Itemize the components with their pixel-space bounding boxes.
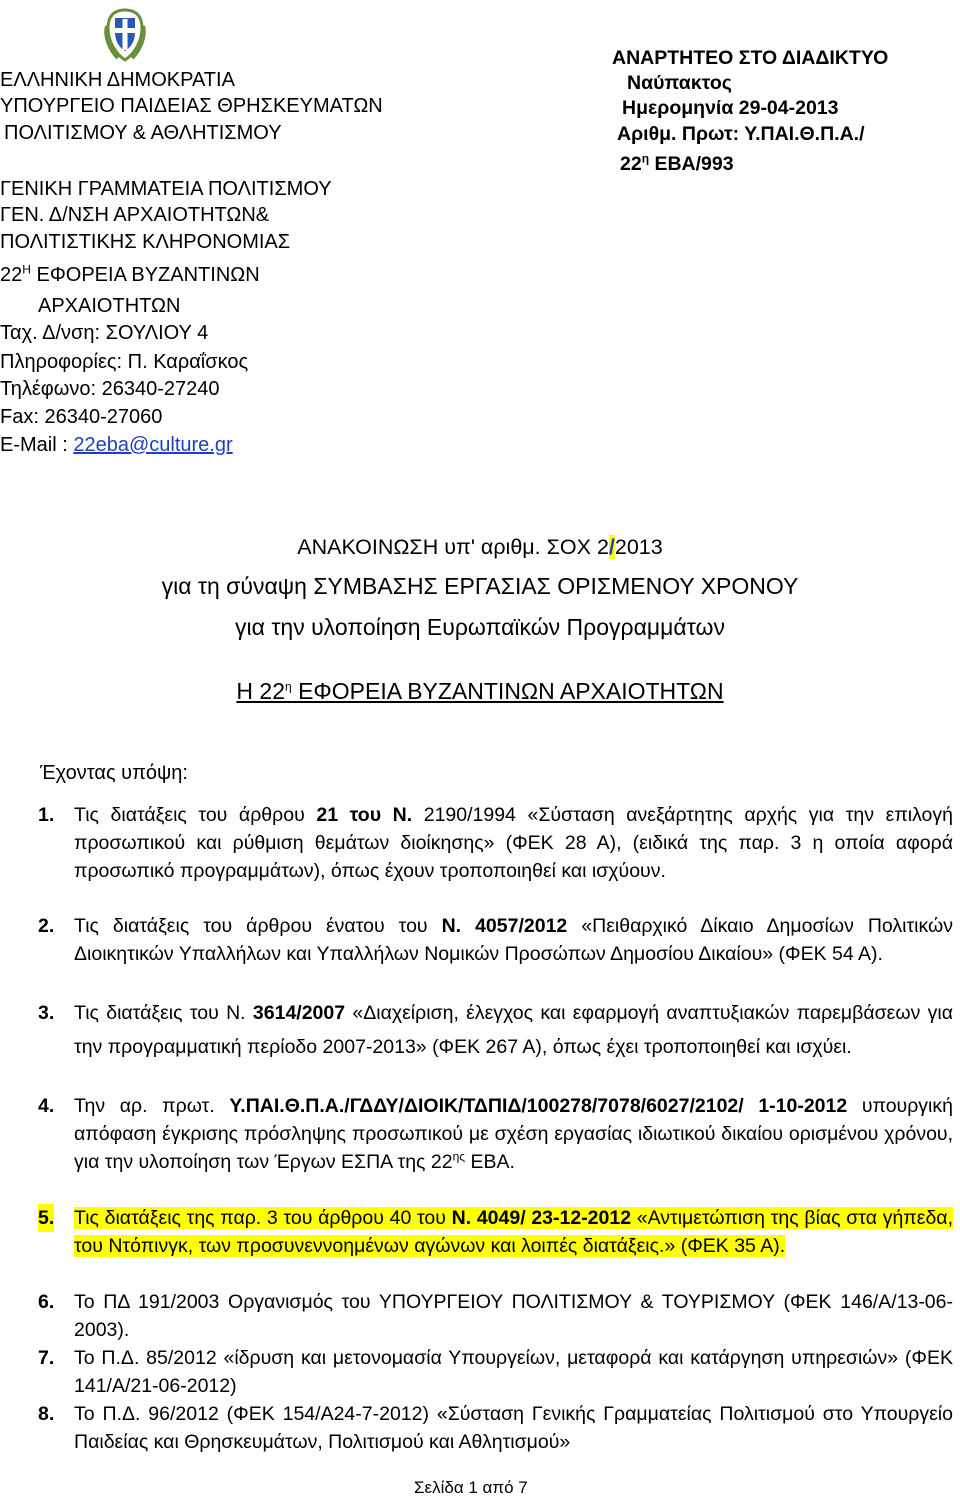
item-number: 6. — [38, 1291, 55, 1313]
item-text: υπουργική απόφαση έγκρισης πρόσληψης προσωπικού με σχέση εργασίας ιδιωτικού δικαίου ορισμένου χρόνου, για την υλοποίηση των Έργων ΕΣΠΑ της 22 — [74, 1095, 953, 1173]
address-line: Ταχ. Δ/νση: ΣΟΥΛΙΟΥ 4 — [0, 322, 209, 344]
title-year: 2013 — [614, 535, 663, 559]
item-text: Την αρ. πρωτ. — [74, 1095, 230, 1117]
page-footer: Σελίδα 1 από 7 — [414, 1478, 528, 1497]
list-item — [38, 1400, 953, 1456]
authority-superscript: η — [285, 679, 292, 694]
item-text: «Αντιμετώπιση της βίας στα γήπεδα, του Ντόπινγκ, των προσυνεννοημένων αγώνων και λοιπές διατάξεις.» (ΦΕΚ 35 Α). — [74, 1207, 953, 1257]
ephorate-number: 22 — [0, 264, 23, 286]
item-number: 3. — [38, 1002, 55, 1024]
phone-line: Τηλέφωνο: 26340-27240 — [0, 378, 220, 400]
legal-basis-list — [38, 801, 953, 1456]
announcement-subtitle: για τη σύναψη ΣΥΜΒΑΣΗΣ ΕΡΓΑΣΙΑΣ ΟΡΙΣΜΕΝΟΥ ΧΡΟΝΟΥ — [161, 573, 799, 599]
ref-rest: ΕΒΑ/993 — [654, 153, 734, 175]
item-text: ΕΒΑ. — [465, 1151, 515, 1173]
list-item — [38, 912, 953, 996]
title-slash-highlight: / — [608, 535, 615, 559]
item-bold: 3614/2007 — [252, 1002, 346, 1024]
item-number: 4. — [38, 1095, 55, 1117]
item-number: 1. — [38, 804, 55, 826]
ref-number: 22 — [620, 153, 642, 175]
fax-line: Fax: 26340-27060 — [0, 406, 163, 428]
list-item — [38, 1344, 953, 1400]
protocol-number: Αριθμ. Πρωτ: Υ.ΠΑΙ.Θ.Π.Α./ — [617, 123, 865, 145]
item-number: 8. — [38, 1403, 55, 1425]
title-main: ΑΝΑΚΟΙΝΩΣΗ υπ' αριθμ. ΣΟΧ 2 — [297, 535, 609, 559]
authority-prefix: Η 22 — [236, 678, 285, 704]
considering-heading: Έχοντας υπόψη: — [40, 762, 188, 784]
item-text: 2190/1994 «Σύσταση ανεξάρτητης αρχής για την επιλογή προσωπικού και ρύθμιση θεμάτων διοίκησης» (ΦΕΚ 28 Α), (ειδικά της παρ. 3 η οποία αφορά προσωπικό προγραμμάτων), όπως έχουν τροποποιηθεί και ισχύουν. — [74, 804, 953, 882]
ephorate-name: ΕΦΟΡΕΙΑ ΒΥΖΑΝΤΙΝΩΝ — [36, 264, 260, 286]
coat-of-arms-emblem — [100, 6, 150, 64]
item-text: «Διαχείριση, έλεγχος και εφαρμογή αναπτυξιακών παρεμβάσεων για την προγραμματική περίοδο 2007-2013» (ΦΕΚ 267 Α), όπως έχει τροποποιηθεί και ισχύει. — [74, 1002, 954, 1058]
issuer-line: ΠΟΛΙΤΙΣΜΟΥ & ΑΘΛΗΤΙΣΜΟΥ — [4, 122, 282, 144]
item-text: Τις διατάξεις του Ν. — [74, 1002, 253, 1024]
email-label: E-Mail : — [0, 434, 68, 456]
item-superscript: ης — [452, 1149, 466, 1164]
issuer-line: ΓΕΝ. Δ/ΝΣΗ ΑΡΧΑΙΟΤΗΤΩΝ& — [0, 204, 270, 226]
issuer-line: ΓΕΝΙΚΗ ΓΡΑΜΜΑΤΕΙΑ ΠΟΛΙΤΙΣΜΟΥ — [0, 178, 332, 200]
location: Ναύπακτος — [627, 72, 732, 94]
item-text: Τις διατάξεις του άρθρου — [74, 804, 317, 826]
posting-note: ΑΝΑΡΤΗΤΕΟ ΣΤΟ ΔΙΑΔΙΚΤΥΟ — [612, 47, 889, 69]
item-bold: Ν. 4057/2012 — [441, 915, 568, 937]
announcement-subtitle-2: για την υλοποίηση Ευρωπαϊκών Προγραμμάτων — [235, 614, 725, 640]
protocol-number-suffix — [620, 151, 734, 177]
highlighted-text — [74, 1207, 953, 1257]
email-line — [0, 432, 233, 459]
issuer-line — [0, 262, 260, 289]
issuer-line: ΠΟΛΙΤΙΣΤΙΚΗΣ ΚΛΗΡΟΝΟΜΙΑΣ — [0, 231, 291, 253]
item-number: 7. — [38, 1347, 55, 1369]
authority-name: ΕΦΟΡΕΙΑ ΒΥΖΑΝΤΙΝΩΝ ΑΡΧΑΙΟΤΗΤΩΝ — [298, 678, 724, 704]
item-text: Τις διατάξεις του άρθρου ένατου του — [74, 915, 442, 937]
item-text: Το Π.Δ. 85/2012 «ίδρυση και μετονομασία Υπουργείων, μεταφορά και κατάργηση υπηρεσιών» (ΦΕΚ 141/Α/21-06-2012) — [74, 1347, 953, 1397]
item-bold: Ν. 4049/ 23-12-2012 — [451, 1207, 632, 1229]
email-link[interactable]: 22eba@culture.gr — [73, 434, 233, 456]
announcement-title — [0, 535, 960, 560]
ephorate-superscript: Η — [22, 262, 31, 277]
item-text: Το ΠΔ 191/2003 Οργανισμός του ΥΠΟΥΡΓΕΙΟΥ ΠΟΛΙΤΙΣΜΟΥ & ΤΟΥΡΙΣΜΟΥ (ΦΕΚ 146/Α/13-06-2003). — [74, 1291, 953, 1341]
item-text: Τις διατάξεις της παρ. 3 του άρθρου 40 του — [74, 1207, 452, 1229]
item-number: 5. — [38, 1204, 54, 1232]
item-bold: Υ.ΠΑΙ.Θ.Π.Α./ΓΔΔΥ/ΔΙΟΙΚ/ΤΔΠΙΔ/100278/7078/6027/2102/ 1-10-2012 — [229, 1095, 848, 1117]
list-item — [38, 1092, 953, 1204]
item-text: Το Π.Δ. 96/2012 (ΦΕΚ 154/Α24-7-2012) «Σύσταση Γενικής Γραμματείας Πολιτισμού στο Υπουργείο Παιδείας και Θρησκευμάτων, Πολιτισμού και Αθλητισμού» — [74, 1403, 953, 1453]
issuer-line: ΥΠΟΥΡΓΕΙΟ ΠΑΙΔΕΙΑΣ ΘΡΗΣΚΕΥΜΑΤΩΝ — [0, 95, 383, 117]
date: Ημερομηνία 29-04-2013 — [622, 97, 839, 119]
item-number: 2. — [38, 915, 55, 937]
contact-person-line: Πληροφορίες: Π. Καραΐσκος — [0, 351, 249, 373]
issuer-line: ΕΛΛΗΝΙΚΗ ΔΗΜΟΚΡΑΤΙΑ — [0, 69, 235, 91]
ref-superscript: η — [641, 151, 650, 166]
list-item — [38, 1288, 953, 1344]
list-item-highlighted — [38, 1204, 953, 1288]
item-bold: 21 του Ν. — [316, 804, 413, 826]
item-text: «Πειθαρχικό Δίκαιο Δημοσίων Πολιτικών Διοικητικών Υπαλλήλων και Υπαλλήλων Νομικών Προσώπων Δημοσίου Δικαίου» (ΦΕΚ 54 Α). — [74, 915, 953, 965]
issuing-authority — [0, 678, 960, 705]
issuer-line: ΑΡΧΑΙΟΤΗΤΩΝ — [38, 295, 181, 317]
list-item — [38, 801, 953, 912]
list-item — [38, 996, 953, 1092]
